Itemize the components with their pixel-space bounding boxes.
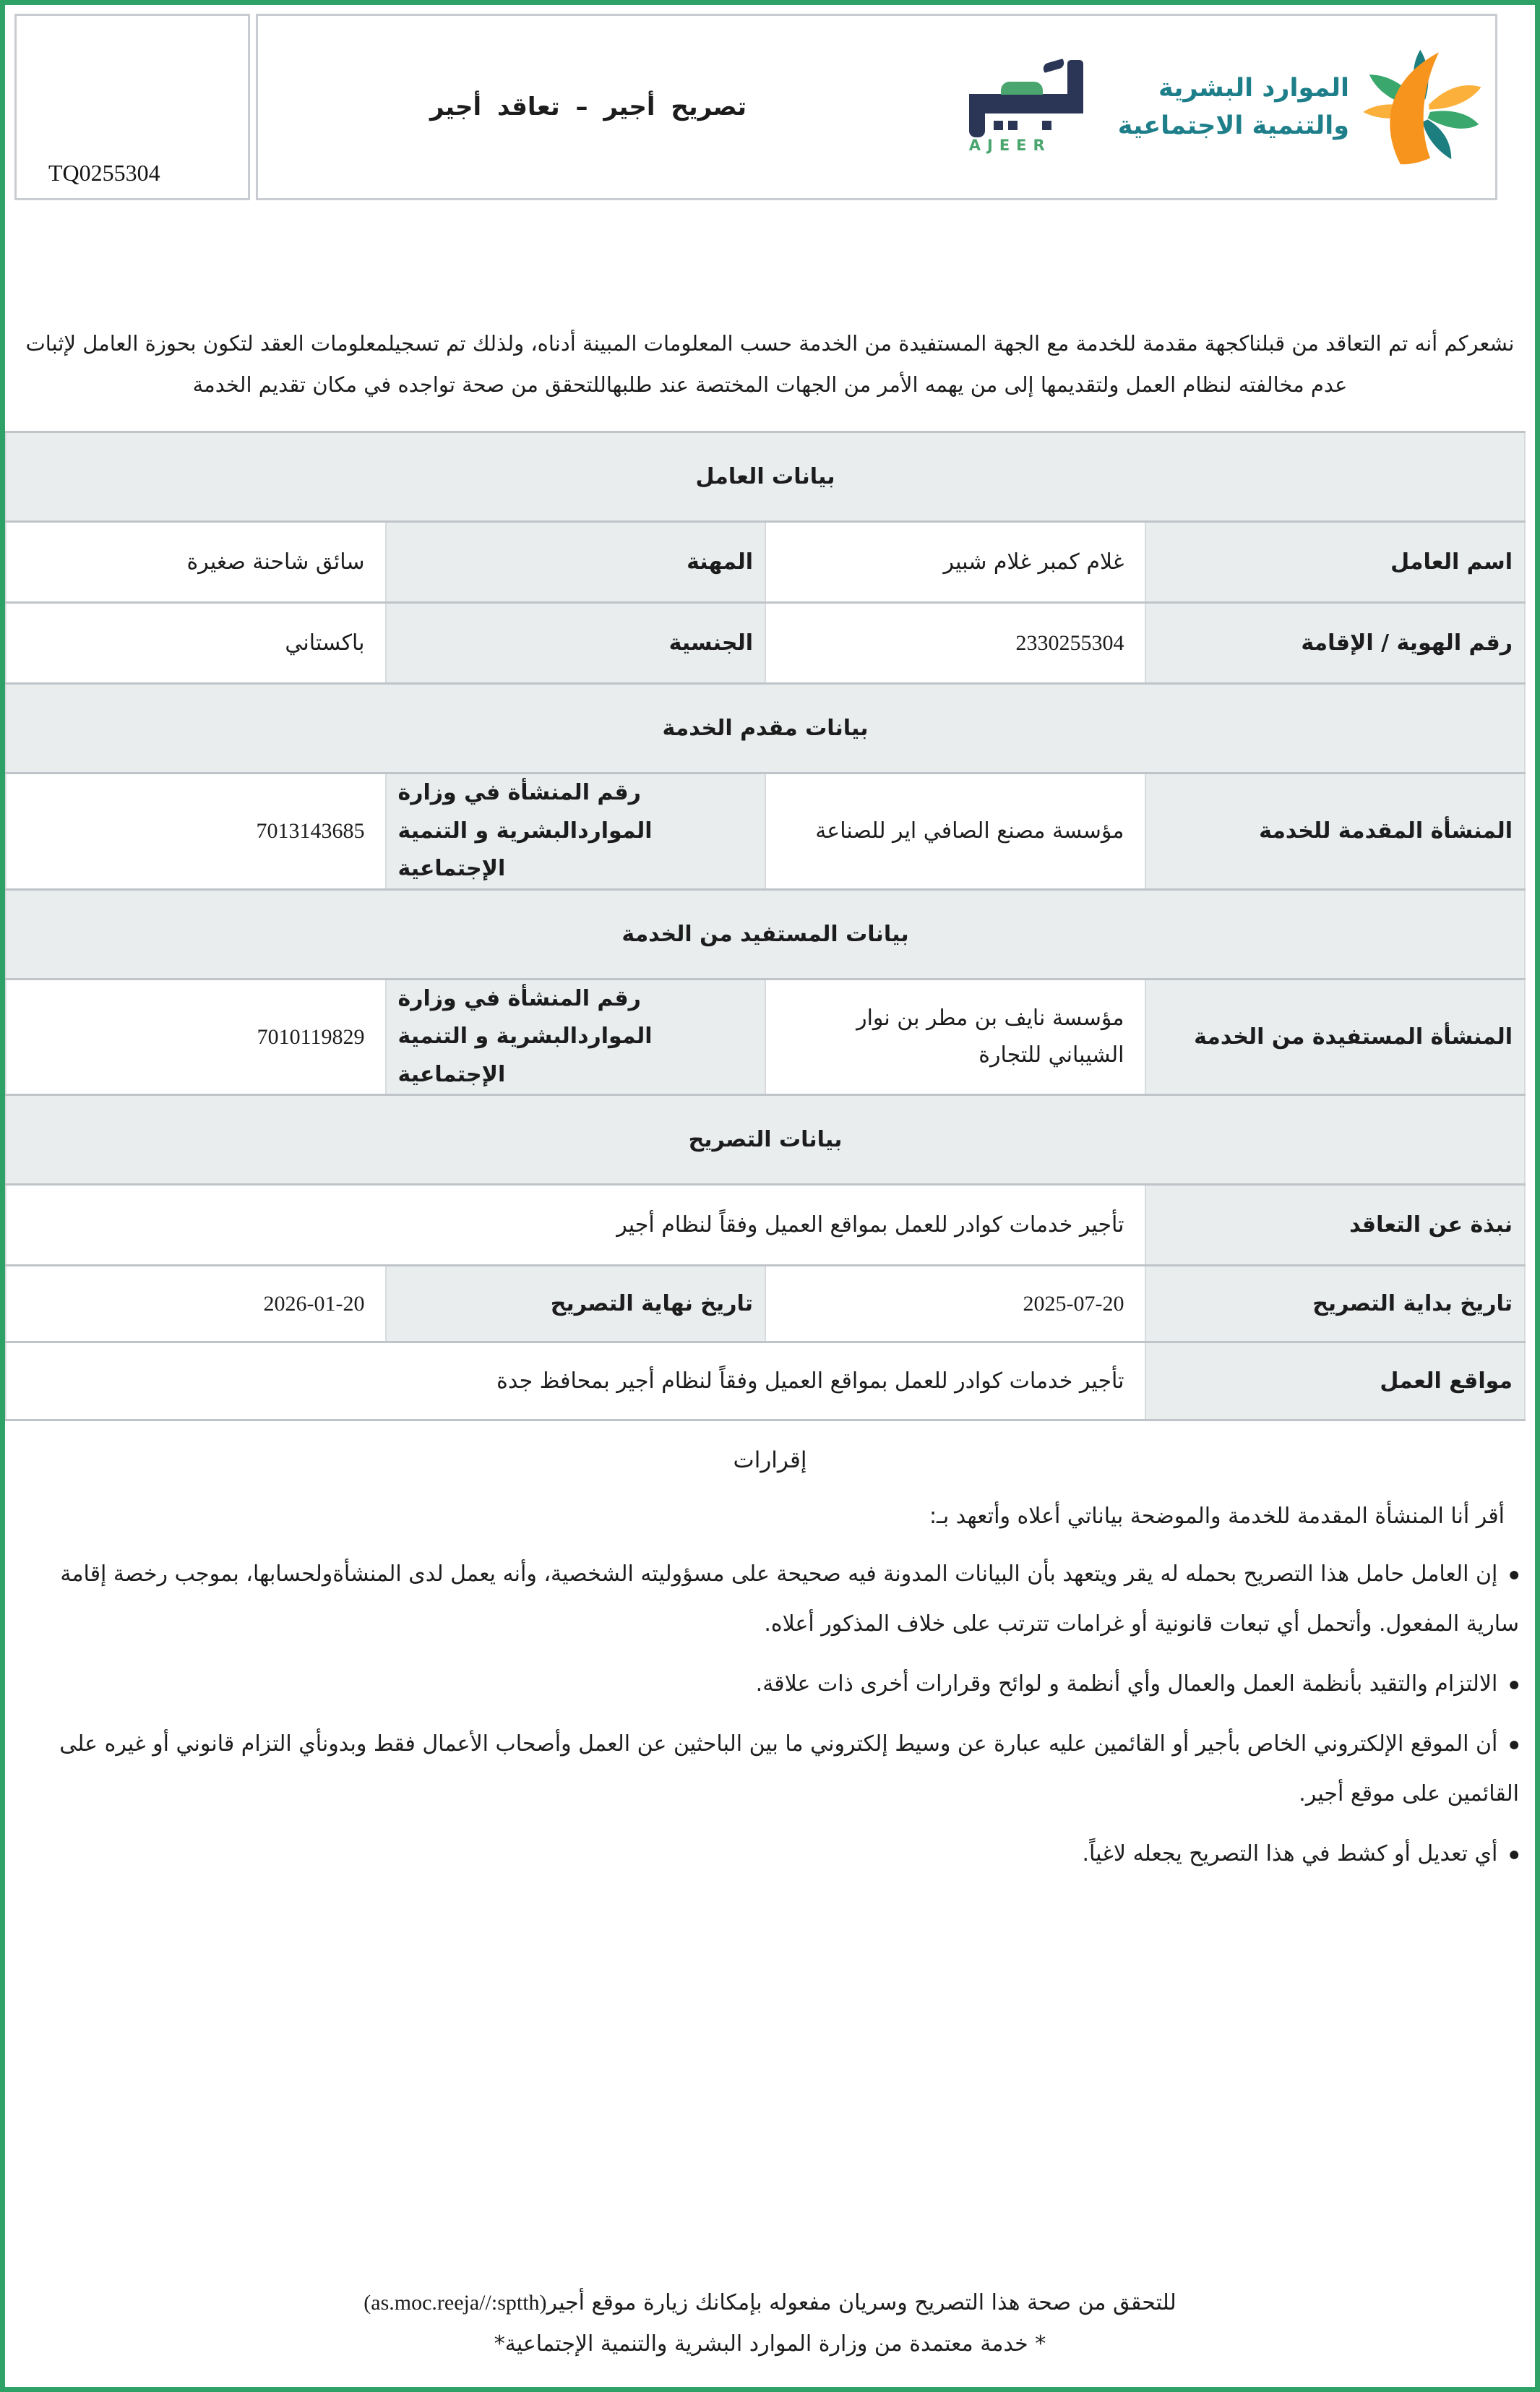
contract-about-value: تأجير خدمات كوادر للعمل بمواقع العميل وفقاً لنظام أجير <box>6 1185 1145 1266</box>
table-row <box>6 1095 1525 1185</box>
permit-start-date-label: تاريخ بداية التصريح <box>1145 1266 1526 1342</box>
worker-profession-label: المهنة <box>386 522 766 603</box>
date-value: 2026-01-20 <box>263 1292 365 1316</box>
header-title-box <box>256 14 1497 200</box>
ajeer-glyph-dot <box>1042 121 1051 130</box>
worker-name-value: غلام كمبر غلام شبير <box>765 522 1145 603</box>
beneficiary-mol-number-label: رقم المنشأة في وزارة المواردالبشرية و التنمية الإجتماعية <box>386 979 766 1095</box>
work-locations-label: مواقع العمل <box>1145 1342 1526 1420</box>
table-row <box>6 1342 1525 1420</box>
footer-approved-line: * خدمة معتمدة من وزارة الموارد البشرية والتنمية الإجتماعية* <box>494 2331 1046 2357</box>
provider-mol-number-label: رقم المنشأة في وزارة المواردالبشرية و التنمية الإجتماعية <box>386 773 766 890</box>
worker-id-label: رقم الهوية / الإقامة <box>1145 603 1526 684</box>
details-table <box>5 431 1526 1421</box>
ajeer-glyph-dot <box>1008 121 1018 130</box>
section-header-provider: بيانات مقدم الخدمة <box>6 684 1525 773</box>
section-header-beneficiary: بيانات المستفيد من الخدمة <box>6 889 1525 979</box>
table-row <box>6 522 1525 603</box>
declaration-item: ● الالتزام والتقيد بأنظمة العمل والعمال وأي أنظمة و لوائح وقرارات أخرى ذات علاقة. <box>48 1659 1519 1709</box>
ajeer-glyph-green-accent <box>1001 82 1043 95</box>
ministry-wordmark-line1: الموارد البشرية <box>1158 73 1349 103</box>
permit-start-date-value <box>765 1266 1145 1342</box>
table-row <box>6 432 1525 522</box>
provider-mol-number-value: 7013143685 <box>6 773 386 890</box>
declarations-title: إقرارات <box>733 1447 807 1474</box>
permit-end-date-label: تاريخ نهاية التصريح <box>386 1266 766 1342</box>
declaration-item: ● أن الموقع الإلكتروني الخاص بأجير أو القائمين عليه عبارة عن وسيط إلكتروني ما بين الباحثين عن العمل وأصحاب الأعمال فقط وبدونأي التزام قانوني أو غيره على القائمين على موقع أجير. <box>48 1719 1519 1819</box>
worker-profession-value: سائق شاحنة صغيرة <box>6 522 386 603</box>
ministry-logo-icon <box>1359 45 1484 169</box>
section-header-permit: بيانات التصريح <box>6 1095 1525 1185</box>
date-value: 2025-07-20 <box>1023 1292 1124 1316</box>
beneficiary-establishment-value: مؤسسة نايف بن مطر بن نوار الشيباني للتجارة <box>765 979 1145 1095</box>
ajeer-glyph-shape <box>969 94 985 137</box>
footer <box>5 2290 1535 2357</box>
permit-number-box <box>14 14 250 200</box>
declaration-item: ● إن العامل حامل هذا التصريح بحمله له يقر ويتعهد بأن البيانات المدونة فيه صحيحة على مسؤوليته الشخصية، وأنه يعمل لدى المنشأةولحسابها، بموجب رخصة إقامة سارية المفعول. وأتحمل أي تبعات قانونية أو غرامات تترتب على خلاف المذكور أعلاه. <box>48 1549 1519 1649</box>
contract-about-label: نبذة عن التعاقد <box>1145 1185 1526 1266</box>
ajeer-logo <box>969 60 1083 154</box>
ajeer-glyph-shape <box>973 94 1083 113</box>
header <box>14 14 1497 200</box>
table-row <box>6 889 1525 979</box>
table-row <box>6 979 1525 1095</box>
worker-name-label: اسم العامل <box>1145 522 1526 603</box>
table-row <box>6 1185 1525 1266</box>
footer-verify-text: للتحقق من صحة هذا التصريح وسريان مفعوله بإمكانك زيارة موقع أجير <box>546 2290 1176 2315</box>
provider-establishment-value: مؤسسة مصنع الصافي اير للصناعة <box>765 773 1145 890</box>
table-row <box>6 773 1525 890</box>
ajeer-logo-wordmark-en: AJEER <box>968 137 1051 154</box>
ajeer-glyph-shape <box>1067 60 1083 113</box>
provider-establishment-label: المنشأة المقدمة للخدمة <box>1145 773 1526 890</box>
worker-nationality-label: الجنسية <box>386 603 766 684</box>
permit-number: TQ0255304 <box>48 160 160 186</box>
footer-verify-line <box>5 2290 1535 2315</box>
logo-group <box>969 45 1484 169</box>
ministry-wordmark-line2: والتنمية الاجتماعية <box>1117 111 1349 140</box>
beneficiary-mol-number-value: 7010119829 <box>6 979 386 1095</box>
permit-end-date-value <box>6 1266 386 1342</box>
worker-id-value: 2330255304 <box>765 603 1145 684</box>
document-title: تصريح أجير – تعاقد أجير <box>430 93 747 121</box>
worker-nationality-value: باكستاني <box>6 603 386 684</box>
table-row <box>6 1266 1525 1342</box>
section-header-worker: بيانات العامل <box>6 432 1525 522</box>
declaration-item: ● أي تعديل أو كشط في هذا التصريح يجعله لاغياً. <box>48 1829 1519 1879</box>
ajeer-glyph-shape <box>1042 59 1065 73</box>
work-locations-value: تأجير خدمات كوادر للعمل بمواقع العميل وفقاً لنظام أجير بمحافظ جدة <box>6 1342 1145 1420</box>
intro-paragraph: نشعركم أنه تم التعاقد من قبلناكجهة مقدمة للخدمة مع الجهة المستفيدة من الخدمة حسب المعلومات المبينة أدناه، ولذلك تم تسجيلمعلومات العقد لتكون بحوزة العامل لإثبات عدم مخالفته لنظام العمل ولتقديمها إلى من يهمه الأمر من الجهات المختصة عند طلبهاللتحقق من صحة تواجده في مكان تقديم الخدمة <box>25 331 1515 397</box>
ajeer-glyph-dot <box>994 121 1003 130</box>
beneficiary-establishment-label: المنشأة المستفيدة من الخدمة <box>1145 979 1526 1095</box>
declarations-list <box>48 1549 1519 1879</box>
declarations-intro: أقر أنا المنشأة المقدمة للخدمة والموضحة بياناتي أعلاه وأتعهد بـ: <box>929 1504 1505 1530</box>
table-row <box>6 684 1525 773</box>
footer-verify-url: (as.moc.reeja//:sptth) <box>364 2291 547 2315</box>
table-row <box>6 603 1525 684</box>
ministry-wordmark <box>1118 69 1349 145</box>
